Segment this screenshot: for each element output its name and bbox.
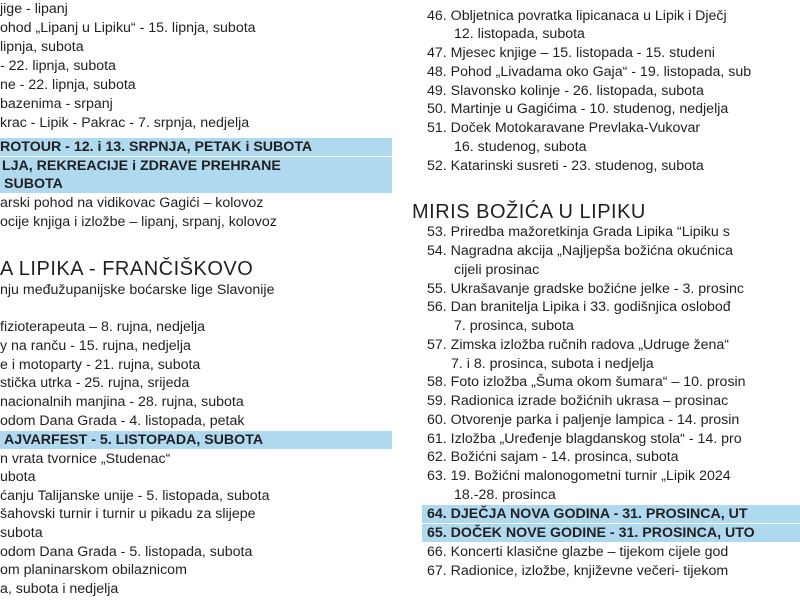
list-item: cijeli prosinac [454,262,540,278]
list-item: 66. Koncerti klasične glazbe – tijekom cijele god [427,544,729,560]
list-item: 62. Božićni sajam - 14. prosinca, subota [427,449,679,465]
list-item: 50. Martinje u Gagićima - 10. studenog, nedjelja [427,101,729,117]
list-item: 52. Katarinski susreti - 23. studenog, subota [427,158,704,174]
highlighted-event: AJVARFEST - 5. LISTOPADA, SUBOTA [0,431,392,449]
list-item: 46. Obljetnica povratka lipicanaca u Lipik i Dječj [427,8,727,24]
list-item: odom Dana Grada - 5. listopada, subota [0,544,253,560]
list-item: lipnja, subota [0,39,84,55]
list-item: jige - lipanj [0,1,68,17]
list-item: - 22. lipnja, subota [0,58,116,74]
list-item: odom Dana Grada - 4. listopada, petak [0,413,245,429]
list-item: 55. Ukrašavanje gradske božićne jelke - 3. prosinc [427,281,745,297]
list-item: 61. Izložba „Uređenje blagdanskog stola“ - 14. pro [427,431,742,447]
list-item: 49. Slavonsko kolinje - 26. listopada, subota [427,83,704,99]
section-heading: MIRIS BOŽIĆA U LIPIKU [412,201,646,223]
list-item: 56. Dan branitelja Lipika i 33. godišnjica oslobođ [427,299,731,315]
list-item: 53. Priredba mažoretkinja Grada Lipika “Lipiku s [427,224,730,240]
list-item: 59. Radionica izrade božićnih ukrasa – prosinac [427,393,729,409]
list-item: 48. Pohod „Livadama oko Gaja“ - 19. listopada, sub [427,64,752,80]
list-item: 60. Otvorenje parka i paljenje lampica - 14. prosin [427,412,740,428]
list-item: 47. Mjesec knjige – 15. listopada - 15. studeni [427,45,715,61]
list-item: om planinarskom obilaznicom [0,562,187,578]
list-item: nju međužupanijske boćarske lige Slavonije [0,282,275,298]
highlighted-event: ROTOUR - 12. i 13. SRPNJA, PETAK i SUBOTA [0,138,392,156]
list-item: subota [0,525,43,541]
list-item: n vrata tvornice „Studenac“ [0,451,171,467]
list-item: arski pohod na vidikovac Gagići – kolovoz [0,195,264,211]
list-item: 54. Nagradna akcija „Najljepša božićna okućnica [427,243,733,259]
list-item: e i motoparty - 21. rujna, subota [0,357,201,373]
list-item: nacionalnih manjina - 28. rujna, subota [0,394,244,410]
list-item: krac - Lipik - Pakrac - 7. srpnja, nedjelja [0,115,250,131]
list-item: ćanju Talijanske unije - 5. listopada, subota [0,488,270,504]
highlighted-event: 64. DJEČJA NOVA GODINA - 31. PROSINCA, UT [422,505,800,523]
list-item: fizioterapeuta – 8. rujna, nedjelja [0,319,206,335]
list-item: 16. studenog, subota [454,139,587,155]
list-item: ubota [0,469,36,485]
list-item: ne - 22. lipnja, subota [0,77,136,93]
list-item: ocije knjiga i izložbe – lipanj, srpanj, kolovoz [0,214,277,230]
list-item: 63. 19. Božićni malonogometni turnir „Lipik 2024 [427,468,731,484]
highlighted-event: LJA, REKREACIJE i ZDRAVE PREHRANE [0,157,392,175]
list-item: ohod „Lipanj u Lipiku“ - 15. lipnja, subota [0,20,256,36]
list-item: šahovski turnir i turnir u pikadu za slijepe [0,506,256,522]
list-item: 7. prosinca, subota [454,318,574,334]
list-item: 57. Zimska izložba ručnih radova „Udruge žena“ [427,337,730,353]
highlighted-event: 65. DOČEK NOVE GODINE - 31. PROSINCA, UTO [422,524,800,542]
list-item: 18.-28. prosinca [454,487,556,503]
list-item: 51. Doček Motokaravane Prevlaka-Vukovar [427,120,701,136]
list-item: 58. Foto izložba „Šuma okom šumara“ – 10. prosin [427,374,746,390]
list-item: 67. Radionice, izložbe, književne večeri- tijekom [427,563,729,579]
list-item: bazenima - srpanj [0,96,113,112]
highlighted-event: SUBOTA [0,175,392,193]
list-item: a, subota i nedjelja [0,581,119,597]
list-item: stička utrka - 25. rujna, srijeda [0,375,190,391]
list-item: y na ranču - 15. rujna, nedjelja [0,338,191,354]
list-item: 7. i 8. prosinca, subota i nedjelja [451,356,654,372]
section-heading: A LIPIKA - FRANČIŠKOVO [0,258,254,280]
list-item: 12. listopada, subota [454,26,585,42]
